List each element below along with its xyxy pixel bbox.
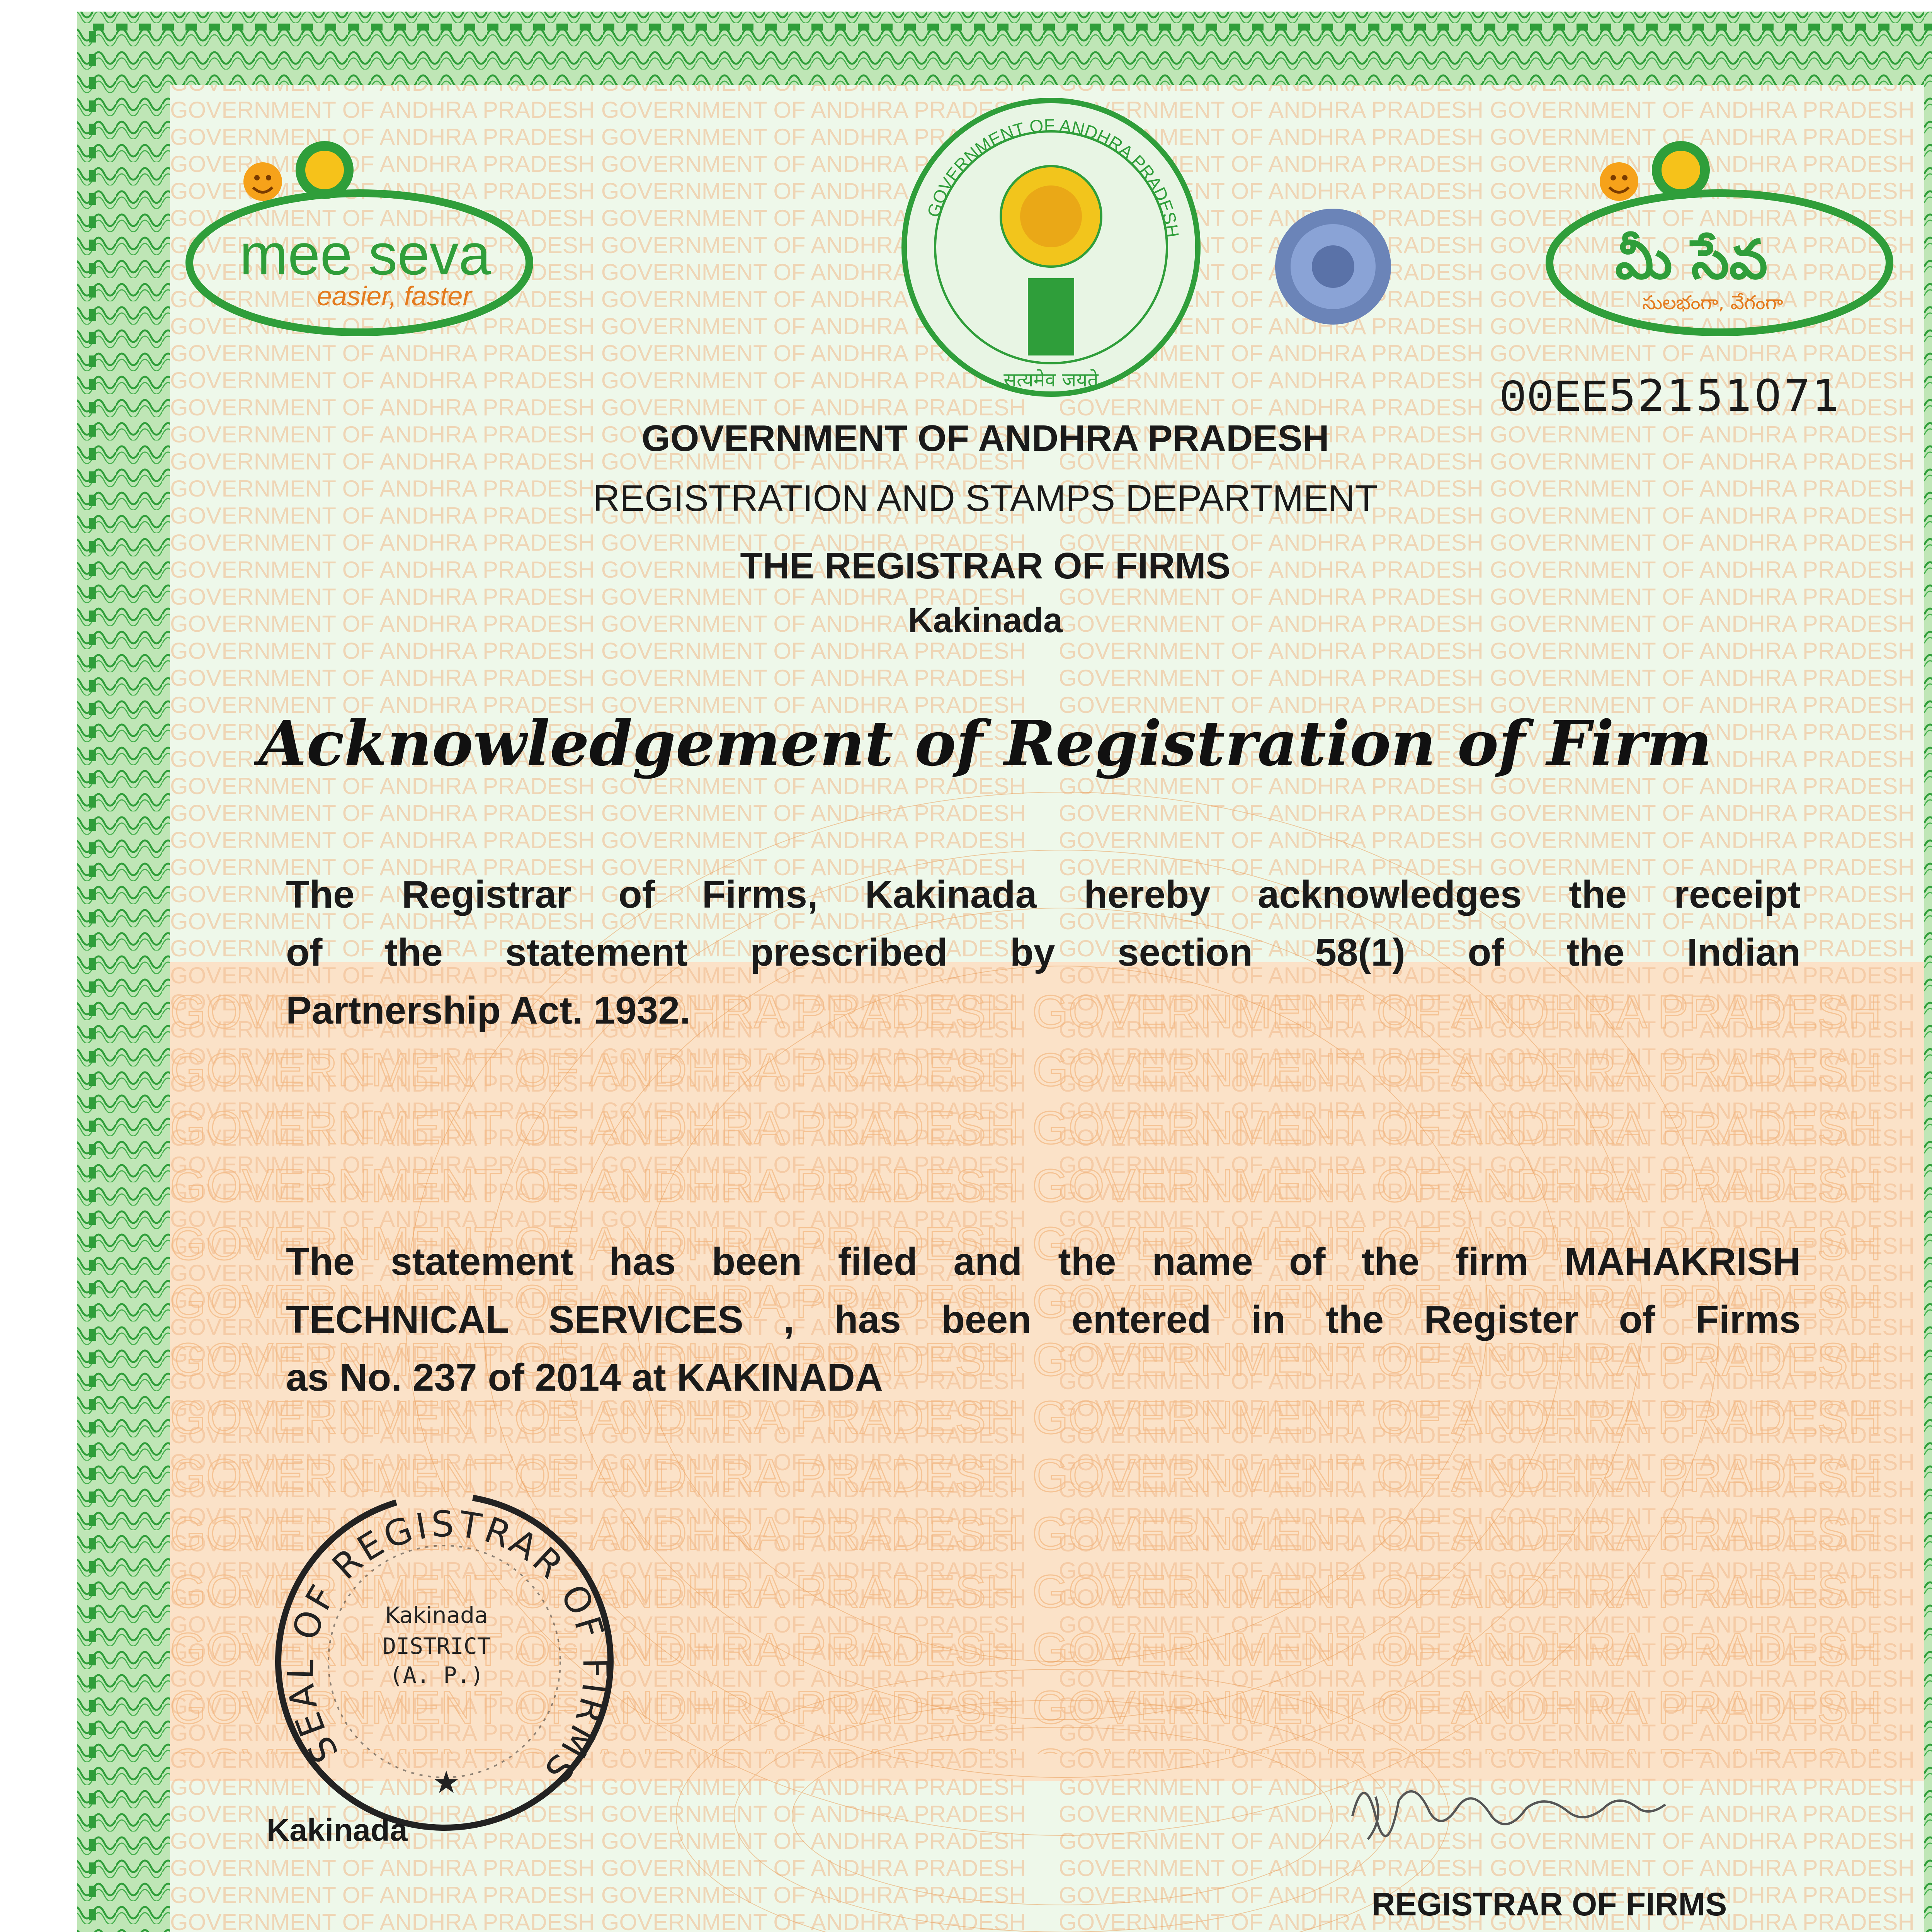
registrar-title: REGISTRAR OF FIRMS — [1372, 1886, 1727, 1922]
office-heading: THE REGISTRAR OF FIRMS — [740, 545, 1231, 587]
mee-seva-wordmark: mee seva — [240, 222, 491, 287]
acknowledgement-paragraph: The Registrar of Firms, Kakinada hereby acknowledges the receipt of the statement prescribed by section 58(1) of the Indian Partnership Act. 1932. — [286, 873, 1801, 1032]
smiley-icon — [243, 162, 282, 201]
smiley-icon-right — [1600, 162, 1638, 201]
government-heading: GOVERNMENT OF ANDHRA PRADESH — [641, 418, 1329, 459]
svg-text:Kakinada: Kakinada — [385, 1602, 488, 1628]
svg-text:(A. P.): (A. P.) — [389, 1662, 484, 1688]
svg-text:మీ సేవ: మీ సేవ — [1615, 228, 1768, 291]
certificate-title: Acknowledgement of Registration of Firm — [259, 707, 1712, 780]
location-heading: Kakinada — [908, 601, 1063, 640]
ap-state-emblem — [904, 100, 1198, 394]
svg-text:GOVERNMENT OF ANDHRA PRADESH: GOVERNMENT OF ANDHRA PRADESH — [923, 115, 1183, 239]
svg-text:సులభంగా, వేగంగా: సులభంగా, వేగంగా — [1642, 291, 1783, 314]
star-icon: ★ — [432, 1764, 460, 1800]
svg-text:DISTRICT: DISTRICT — [383, 1633, 491, 1659]
svg-text:सत्यमेव जयते: सत्यमेव जयते — [1003, 369, 1099, 391]
department-heading: REGISTRATION AND STAMPS DEPARTMENT — [593, 478, 1378, 519]
svg-text:easier, faster: easier, faster — [317, 281, 472, 311]
registration-paragraph: The statement has been filed and the name of the firm MAHAKRISH TECHNICAL SERVICES , has been entered in the Register of Firms as No. 237 of 2014 at KAKINADA — [286, 1240, 1801, 1399]
svg-text:SEAL OF REGISTRAR OF FIRMS: SEAL OF REGISTRAR OF FIRMS — [280, 1503, 617, 1793]
certificate-number: 00EE52151071 — [1499, 371, 1842, 425]
seal-place: Kakinada — [267, 1813, 408, 1848]
hologram-sticker — [1275, 209, 1391, 325]
